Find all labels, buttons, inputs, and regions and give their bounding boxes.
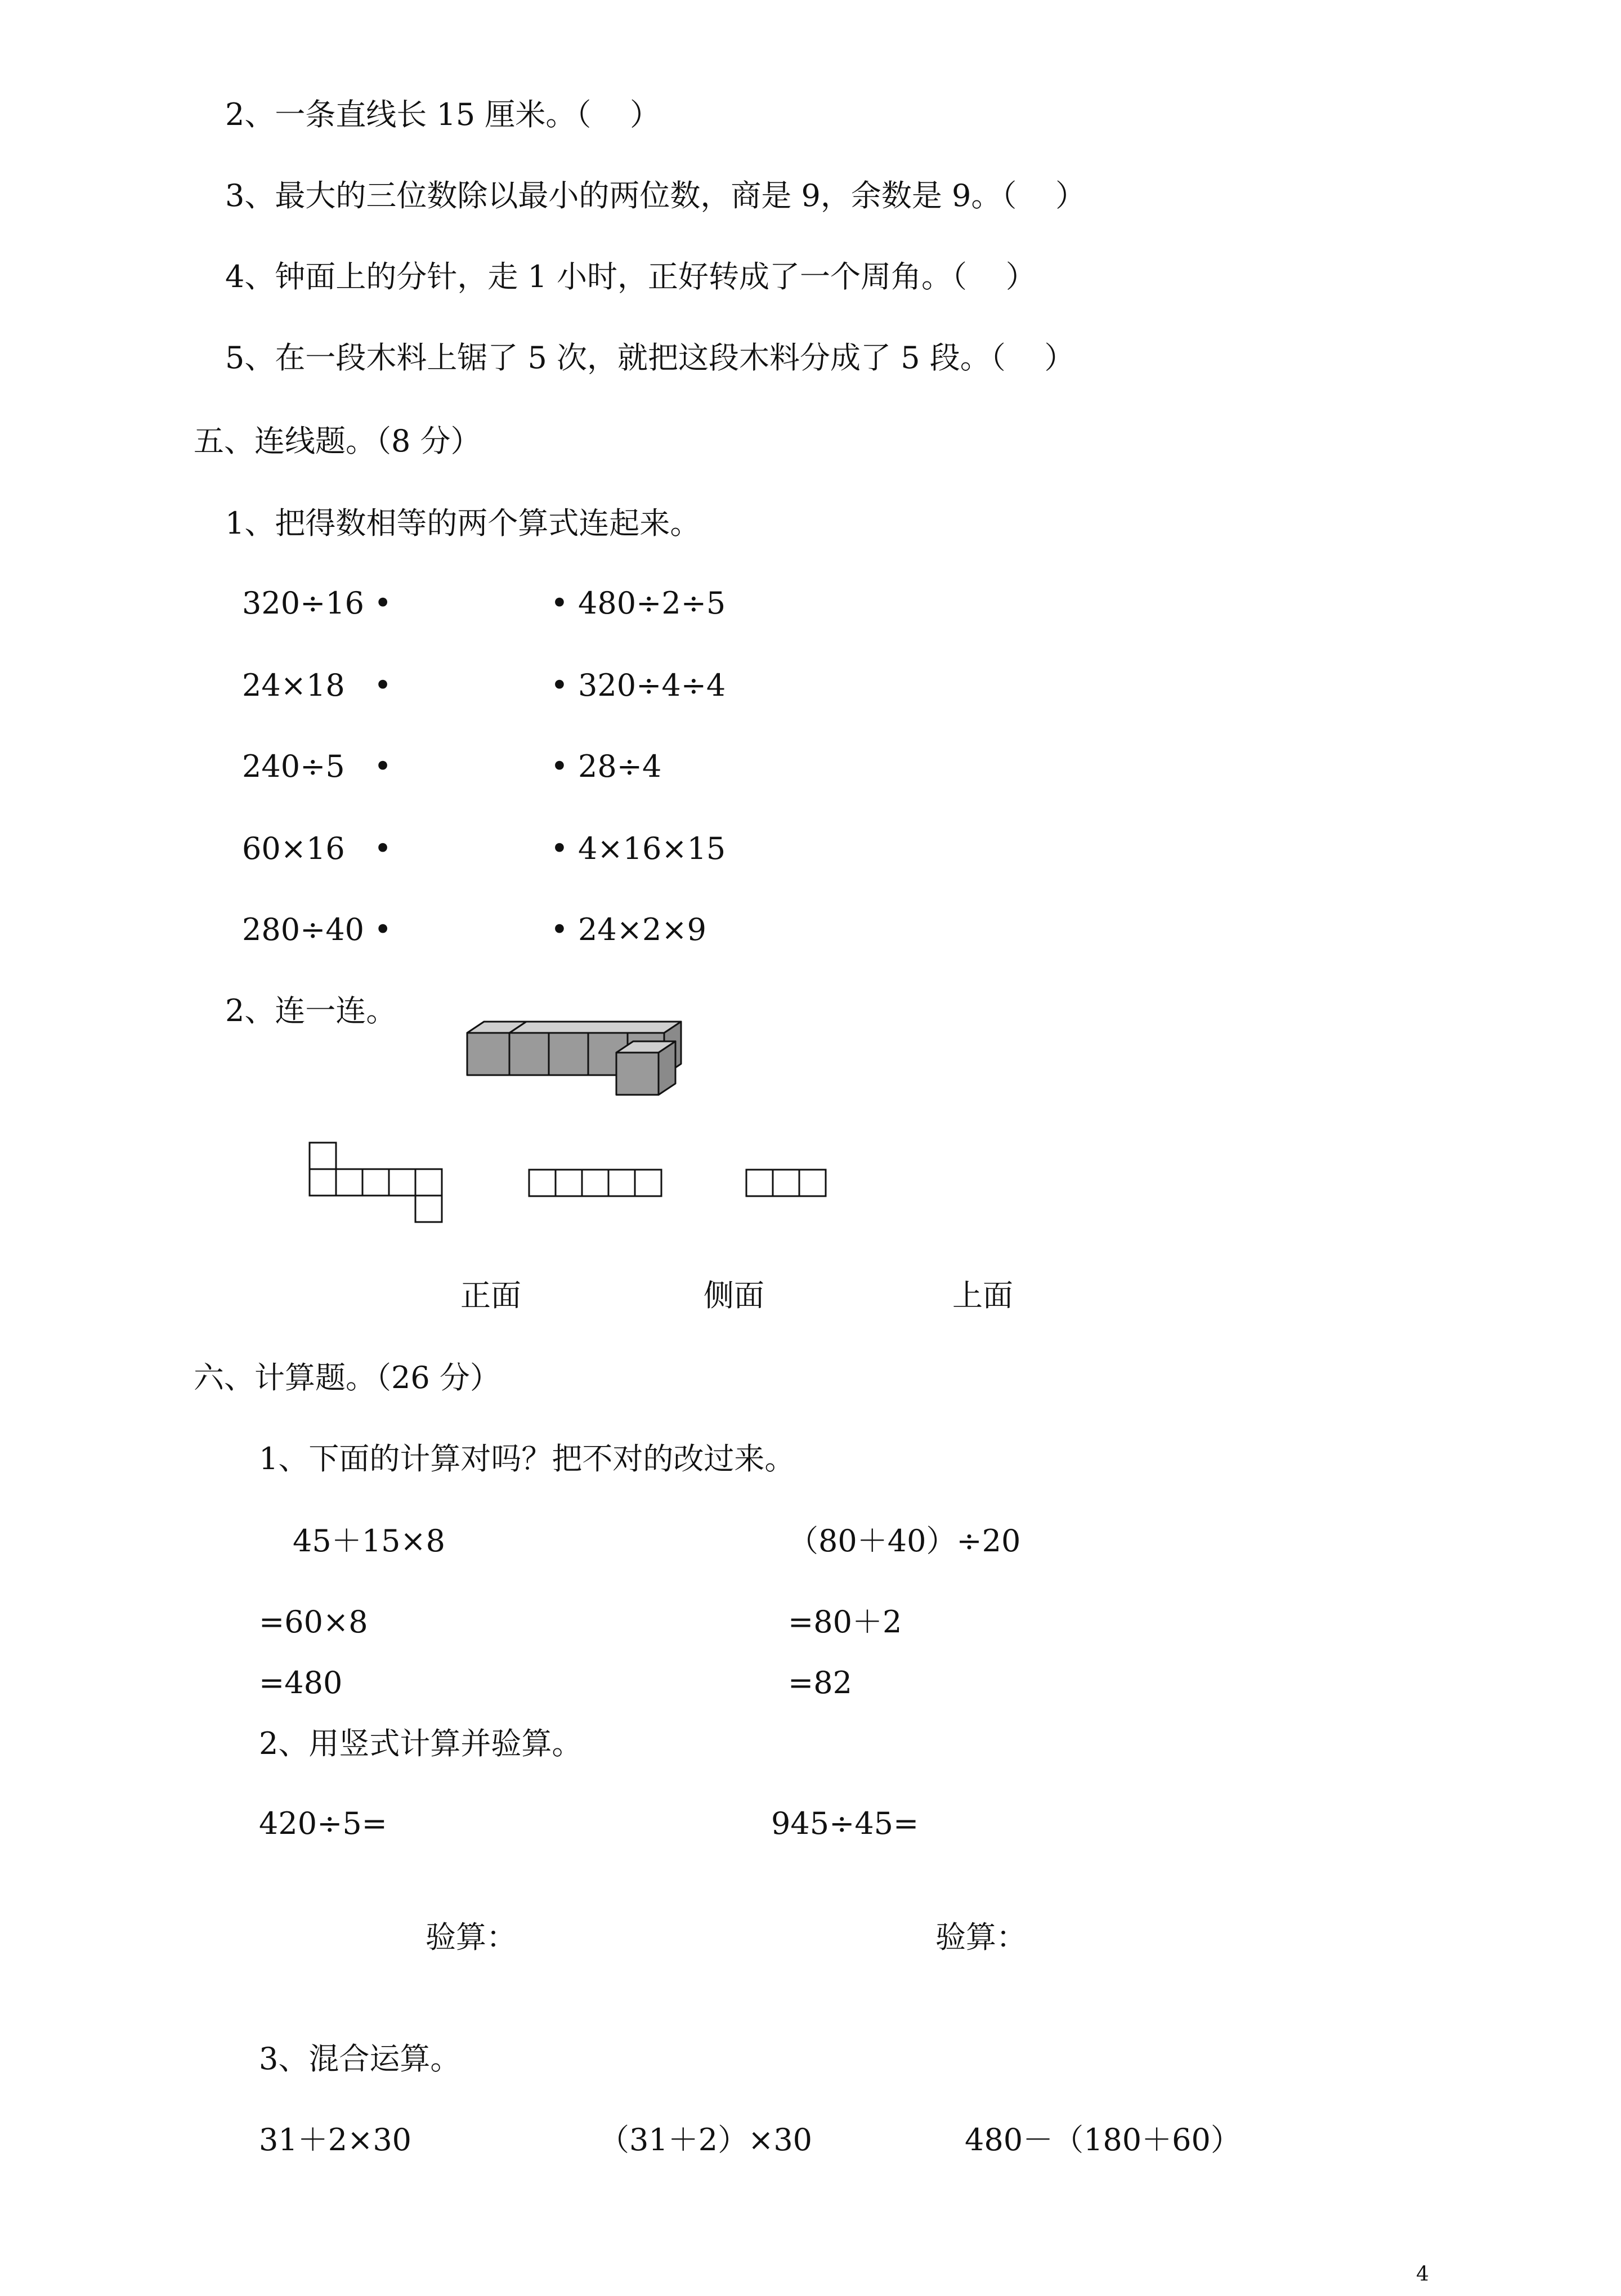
calc-a-line-2: =60×8 [259, 1604, 368, 1640]
page-number: 4 [1416, 2263, 1429, 2286]
view-drawing-c [745, 1169, 830, 1198]
check-label-a: 验算： [426, 1919, 517, 1955]
vertical-calc-a: 420÷5= [259, 1806, 387, 1841]
vertical-calc-b: 945÷45= [771, 1806, 919, 1841]
cube-figure [456, 1005, 692, 1095]
match-right-2: • 320÷4÷4 [550, 668, 726, 703]
match-right-4: • 4×16×15 [550, 831, 726, 866]
mixed-op-3: 480－（180＋60） [965, 2122, 1241, 2158]
section-6-q1-prompt: 1、下面的计算对吗？把不对的改过来。 [259, 1441, 795, 1476]
section-5-q1-prompt: 1、把得数相等的两个算式连起来。 [225, 505, 701, 541]
view-label-front: 正面 [460, 1278, 521, 1313]
calc-b-line-1: （80＋40）÷20 [788, 1523, 1021, 1559]
judge-item-3: 3、最大的三位数除以最小的两位数，商是 9，余数是 9。（ ） [225, 178, 1086, 213]
match-left-5: 280÷40 • [242, 912, 392, 947]
match-left-3: 240÷5 • [242, 749, 392, 784]
section-6-title: 六、计算题。（26 分） [194, 1360, 500, 1395]
view-label-top: 上面 [952, 1278, 1013, 1313]
view-label-side: 侧面 [704, 1278, 764, 1313]
section-5-title: 五、连线题。（8 分） [194, 423, 481, 459]
section-5-q2-prompt: 2、连一连。 [225, 993, 397, 1028]
view-drawing-b [528, 1169, 669, 1198]
judge-item-2: 2、一条直线长 15 厘米。（ ） [225, 97, 661, 132]
calc-b-line-3: =82 [788, 1665, 852, 1700]
section-6-q2-prompt: 2、用竖式计算并验算。 [259, 1726, 583, 1761]
calc-a-line-3: =480 [259, 1665, 343, 1700]
calc-a-line-1: 45＋15×8 [293, 1523, 446, 1559]
judge-item-5: 5、在一段木料上锯了 5 次，就把这段木料分成了 5 段。（ ） [225, 340, 1075, 375]
section-6-q3-prompt: 3、混合运算。 [259, 2041, 461, 2076]
match-right-1: • 480÷2÷5 [550, 585, 726, 621]
match-left-4: 60×16 • [242, 831, 392, 866]
match-right-3: • 28÷4 [550, 749, 662, 784]
check-label-b: 验算： [935, 1919, 1027, 1955]
judge-item-4: 4、钟面上的分针，走 1 小时，正好转成了一个周角。（ ） [225, 259, 1036, 294]
calc-b-line-2: =80＋2 [788, 1604, 902, 1640]
mixed-op-1: 31＋2×30 [259, 2122, 412, 2158]
view-drawing-a [308, 1142, 449, 1226]
match-right-5: • 24×2×9 [550, 912, 706, 947]
match-left-1: 320÷16 • [242, 585, 392, 621]
match-left-2: 24×18 • [242, 668, 392, 703]
mixed-op-2: （31＋2）×30 [599, 2122, 813, 2158]
